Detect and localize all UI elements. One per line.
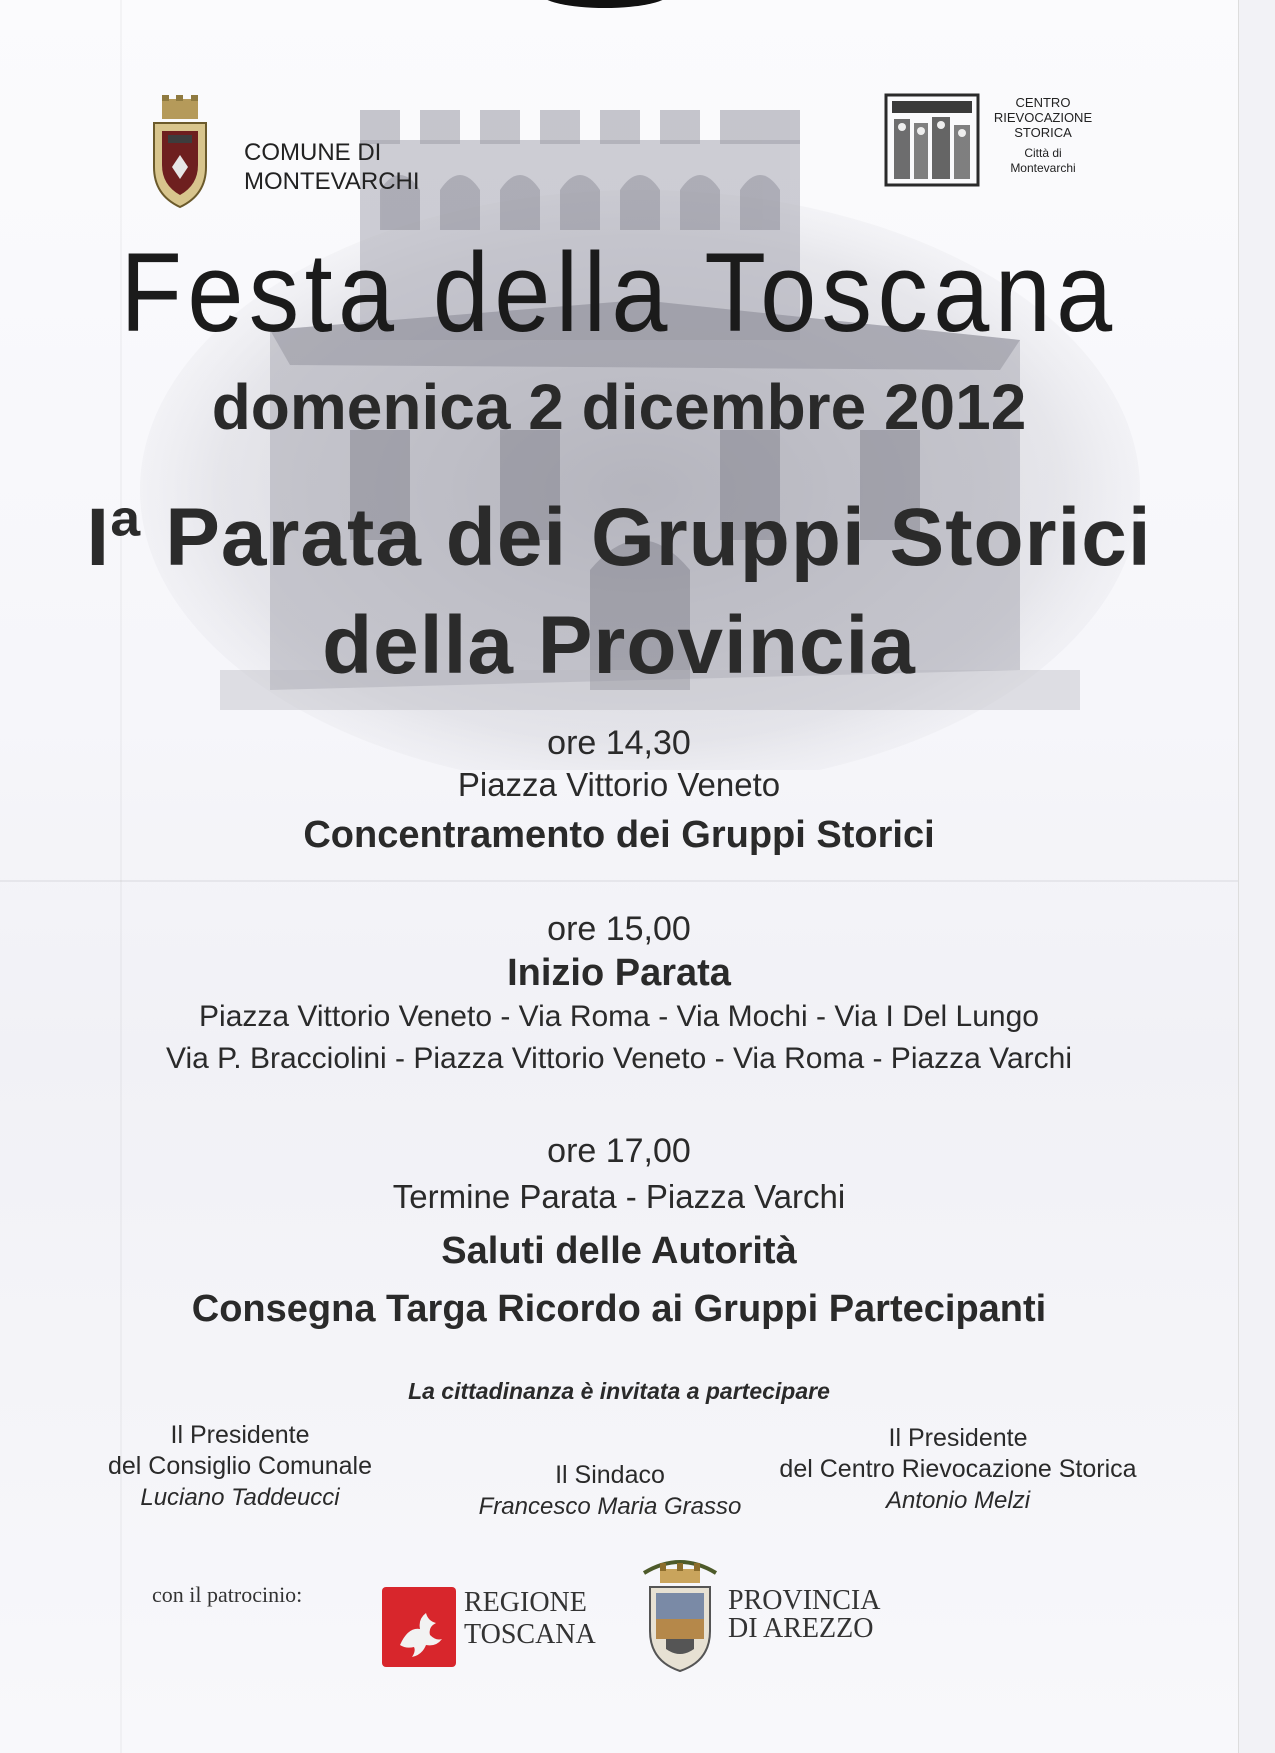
- schedule-block-3: [0, 1130, 1238, 1332]
- schedule-3-event2: Consegna Targa Ricordo ai Gruppi Partecipanti: [191, 1288, 1047, 1330]
- provincia-line1: PROVINCIA: [728, 1585, 881, 1616]
- signature-right: [748, 1423, 1168, 1516]
- provincia-arezzo-name: [728, 1587, 880, 1643]
- festa-title: Festa della Toscana: [120, 230, 1118, 355]
- parata-title-line2: della Provincia: [322, 600, 916, 691]
- schedule-block-2: [0, 908, 1238, 1080]
- comune-line1: COMUNE DI: [244, 139, 382, 166]
- signature-left-role1: Il Presidente: [170, 1421, 310, 1449]
- centro-city: [978, 146, 1108, 176]
- centro-city-line1: Città di: [1024, 146, 1062, 160]
- schedule-1-event: Concentramento dei Gruppi Storici: [303, 814, 935, 856]
- centro-rievocazione-logo: [884, 93, 980, 187]
- event-date: domenica 2 dicembre 2012: [211, 371, 1027, 443]
- centro-line2: RIEVOCAZIONE: [993, 110, 1093, 125]
- signature-left-name: Luciano Taddeucci: [140, 1484, 340, 1511]
- comune-line2: MONTEVARCHI: [244, 168, 420, 195]
- signature-right-name: Antonio Melzi: [885, 1487, 1031, 1514]
- schedule-3-place: Termine Parata - Piazza Varchi: [392, 1178, 846, 1215]
- centro-rievocazione-name: [978, 95, 1108, 176]
- paper-fold-horizontal: [0, 880, 1238, 882]
- scanner-edge: [1238, 0, 1275, 1753]
- centro-city-line2: Montevarchi: [1010, 161, 1076, 175]
- signature-left-role2: del Consiglio Comunale: [107, 1452, 373, 1480]
- schedule-3-event1: Saluti delle Autorità: [441, 1230, 797, 1272]
- schedule-3-time: ore 17,00: [547, 1132, 691, 1170]
- schedule-2-route-line1: Piazza Vittorio Veneto - Via Roma - Via Mochi - Via I Del Lungo: [199, 1000, 1039, 1033]
- provincia-arezzo-crest: [640, 1555, 720, 1675]
- parata-title: [0, 484, 1238, 700]
- signature-center-role1: Il Sindaco: [555, 1461, 665, 1489]
- regione-toscana-logo: [382, 1587, 456, 1667]
- signature-center-name: Francesco Maria Grasso: [478, 1493, 742, 1520]
- parata-title-line1: Iª Parata dei Gruppi Storici: [86, 492, 1152, 583]
- schedule-2-route-line2: Via P. Bracciolini - Piazza Vittorio Veneto - Via Roma - Piazza Varchi: [166, 1042, 1072, 1075]
- regione-line1: REGIONE: [464, 1587, 587, 1618]
- regione-toscana-name: [464, 1587, 596, 1651]
- regione-line2: TOSCANA: [464, 1619, 596, 1650]
- signature-left: [70, 1420, 410, 1513]
- schedule-block-1: [0, 722, 1238, 858]
- signature-right-role2: del Centro Rievocazione Storica: [779, 1455, 1137, 1483]
- comune-name: [244, 138, 420, 196]
- dark-edge-mark: [540, 0, 670, 8]
- centro-line1: CENTRO: [1015, 95, 1071, 110]
- schedule-1-place: Piazza Vittorio Veneto: [457, 766, 781, 803]
- schedule-2-time: ore 15,00: [547, 910, 691, 948]
- patrocinio-label: con il patrocinio:: [152, 1582, 303, 1607]
- comune-crest-logo: [148, 95, 212, 211]
- schedule-1-time: ore 14,30: [547, 724, 691, 762]
- signature-center: [440, 1460, 780, 1522]
- invitation-text: La cittadinanza è invitata a partecipare: [408, 1378, 830, 1404]
- schedule-2-event: Inizio Parata: [507, 952, 731, 994]
- signature-right-role1: Il Presidente: [888, 1424, 1028, 1452]
- provincia-line2: DI AREZZO: [728, 1613, 874, 1644]
- centro-line3: STORICA: [1014, 125, 1072, 140]
